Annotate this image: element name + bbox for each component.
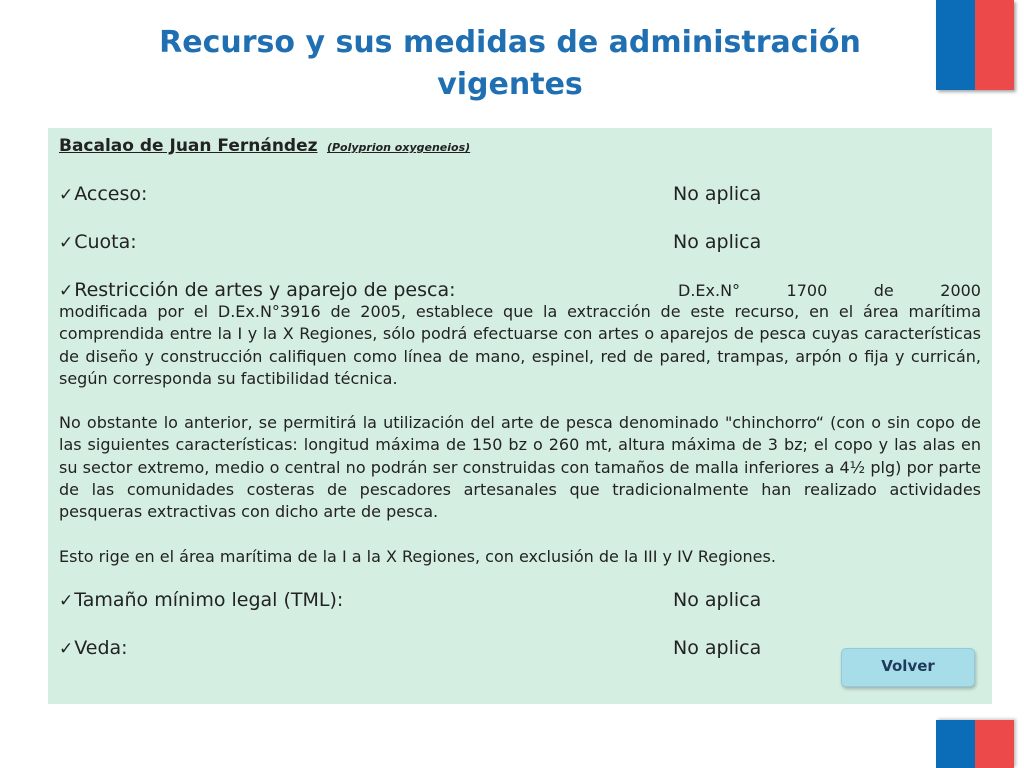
measure-cuota-label: Cuota: xyxy=(74,231,137,253)
page-title-line-1: Recurso y sus medidas de administración xyxy=(159,25,861,60)
restriccion-paragraph-2: No obstante lo anterior, se permitirá la utilización del arte de pesca denominado "chinchorro“ (con o sin copo de las siguientes características: longitud máxima de 150 bz o 260 mt, altura máxima de 3 bz; el copo y las alas en su sector extremo, medio o central no podrán ser construidas con tamaños de malla inferiores a 4½ plg) por parte de las comunidades costeras de pescadores artesanales que tradicionalmente han realizado actividades pesqueras extractivas con dicho arte de pesca. xyxy=(59,413,981,522)
check-icon: ✓ xyxy=(59,590,74,611)
restriccion-paragraph-3: Esto rige en el área marítima de la I a la X Regiones, con exclusión de la III y IV Regiones. xyxy=(59,546,776,566)
measure-restriccion-label: Restricción de artes y aparejo de pesca: xyxy=(74,279,456,301)
decree-word: 2000 xyxy=(940,281,981,300)
measure-tml-label: Tamaño mínimo legal (TML): xyxy=(74,588,344,611)
restriccion-paragraph-1: modificada por el D.Ex.N°3916 de 2005, establece que la extracción de este recurso, en el área marítima comprendida entre la I y la X Regiones, sólo podrá efectuarse con artes o aparejos de pesca cuyas características de diseño y construcción califiquen como línea de mano, espinel, red de pared, trampas, arpón o fija y curricán, según corresponda su factibilidad técnica. xyxy=(59,302,981,388)
page-title-line-2: vigentes xyxy=(437,67,583,102)
chile-flag-logo-top xyxy=(936,0,1014,90)
check-icon: ✓ xyxy=(59,185,74,205)
flag-blue-band xyxy=(936,0,975,90)
measure-tml xyxy=(59,589,981,613)
check-icon: ✓ xyxy=(59,233,74,253)
measure-acceso-label: Acceso: xyxy=(74,183,148,205)
measure-restriccion xyxy=(59,279,981,568)
measure-acceso-value: No aplica xyxy=(673,183,762,205)
resource-measures-panel xyxy=(48,128,992,704)
measure-veda-label: Veda: xyxy=(74,636,128,659)
measure-acceso xyxy=(59,183,981,207)
measure-cuota xyxy=(59,231,981,255)
decree-word: 1700 xyxy=(786,281,828,300)
check-icon: ✓ xyxy=(59,638,74,659)
flag-red-band xyxy=(975,0,1014,90)
measure-veda-value: No aplica xyxy=(673,636,762,659)
species-scientific-name: (Polyprion oxygeneios) xyxy=(326,141,471,154)
flag-red-band xyxy=(975,720,1014,768)
decree-reference xyxy=(678,281,981,300)
flag-blue-band xyxy=(936,720,975,768)
decree-word: de xyxy=(873,281,894,300)
check-icon: ✓ xyxy=(59,281,74,301)
measure-cuota-value: No aplica xyxy=(673,231,762,253)
chile-flag-logo-bottom xyxy=(936,720,1014,768)
measure-tml-value: No aplica xyxy=(673,588,762,611)
decree-word: D.Ex.N° xyxy=(678,281,741,300)
species-common-name: Bacalao de Juan Fernández xyxy=(59,136,318,156)
volver-button[interactable]: Volver xyxy=(841,648,975,687)
page-title xyxy=(60,22,960,106)
species-header xyxy=(59,136,981,160)
